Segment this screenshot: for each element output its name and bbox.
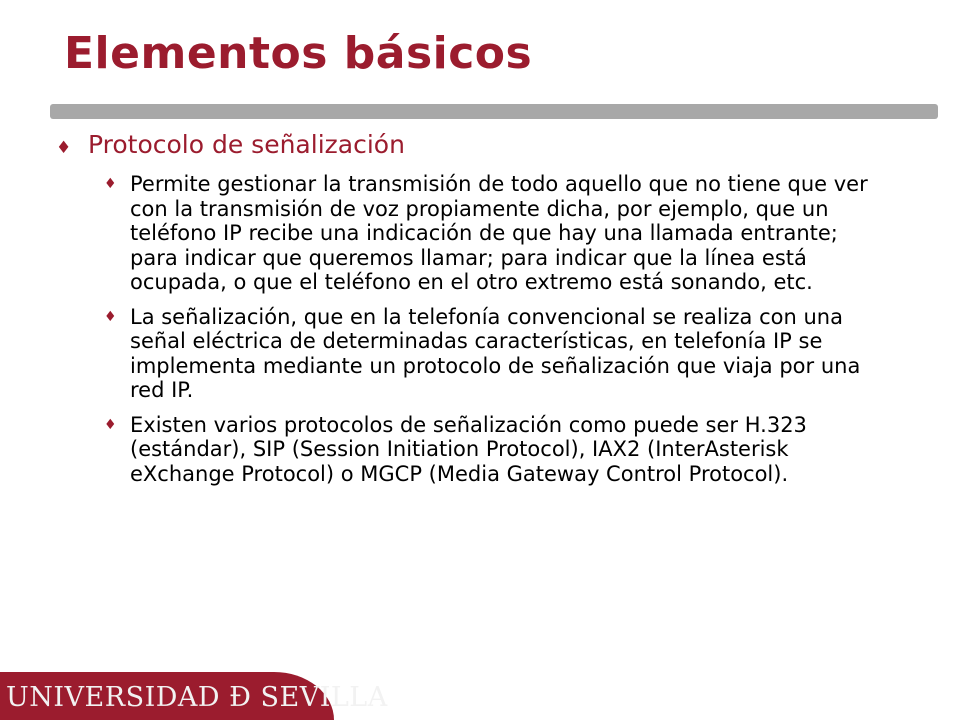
sub-bullet-text: La señalización, que en la telefonía convencional se realiza con una señal eléctrica de determinadas características, en telefonía IP se implementa mediante un protocolo de señalización que viaja por una red IP. <box>130 304 861 402</box>
sub-bullet-text: Existen varios protocolos de señalización como puede ser H.323 (estándar), SIP (Session Initiation Protocol), IAX2 (InterAsterisk eXchange Protocol) o MGCP (Media Gateway Control Protocol). <box>130 412 807 486</box>
sub-bullet-item <box>104 413 904 487</box>
diamond-bullet-icon: ♦ <box>104 416 117 433</box>
diamond-bullet-icon: ♦ <box>104 308 117 325</box>
sub-bullet-text: Permite gestionar la transmisión de todo aquello que no tiene que ver con la transmisión de voz propiamente dicha, por ejemplo, que un teléfono IP recibe una indicación de que hay una llamada entrante; para indicar que queremos llamar; para indicar que la línea está ocupada, o que el teléfono en el otro extremo está sonando, etc. <box>130 172 868 294</box>
university-logo-banner <box>0 672 388 720</box>
diamond-bullet-icon: ♦ <box>104 176 117 192</box>
sub-bullet-list <box>104 172 904 496</box>
university-logo-text: UNIVERSIDAD Ð SEVILLA <box>6 682 388 713</box>
title-divider <box>50 104 938 119</box>
level1-bullet-text: Protocolo de señalización <box>88 130 405 159</box>
level1-bullet <box>56 130 405 159</box>
sub-bullet-item <box>104 172 904 295</box>
slide-title: Elementos básicos <box>64 28 533 79</box>
sub-bullet-item <box>104 305 904 403</box>
diamond-bullet-icon: ♦ <box>56 138 72 158</box>
